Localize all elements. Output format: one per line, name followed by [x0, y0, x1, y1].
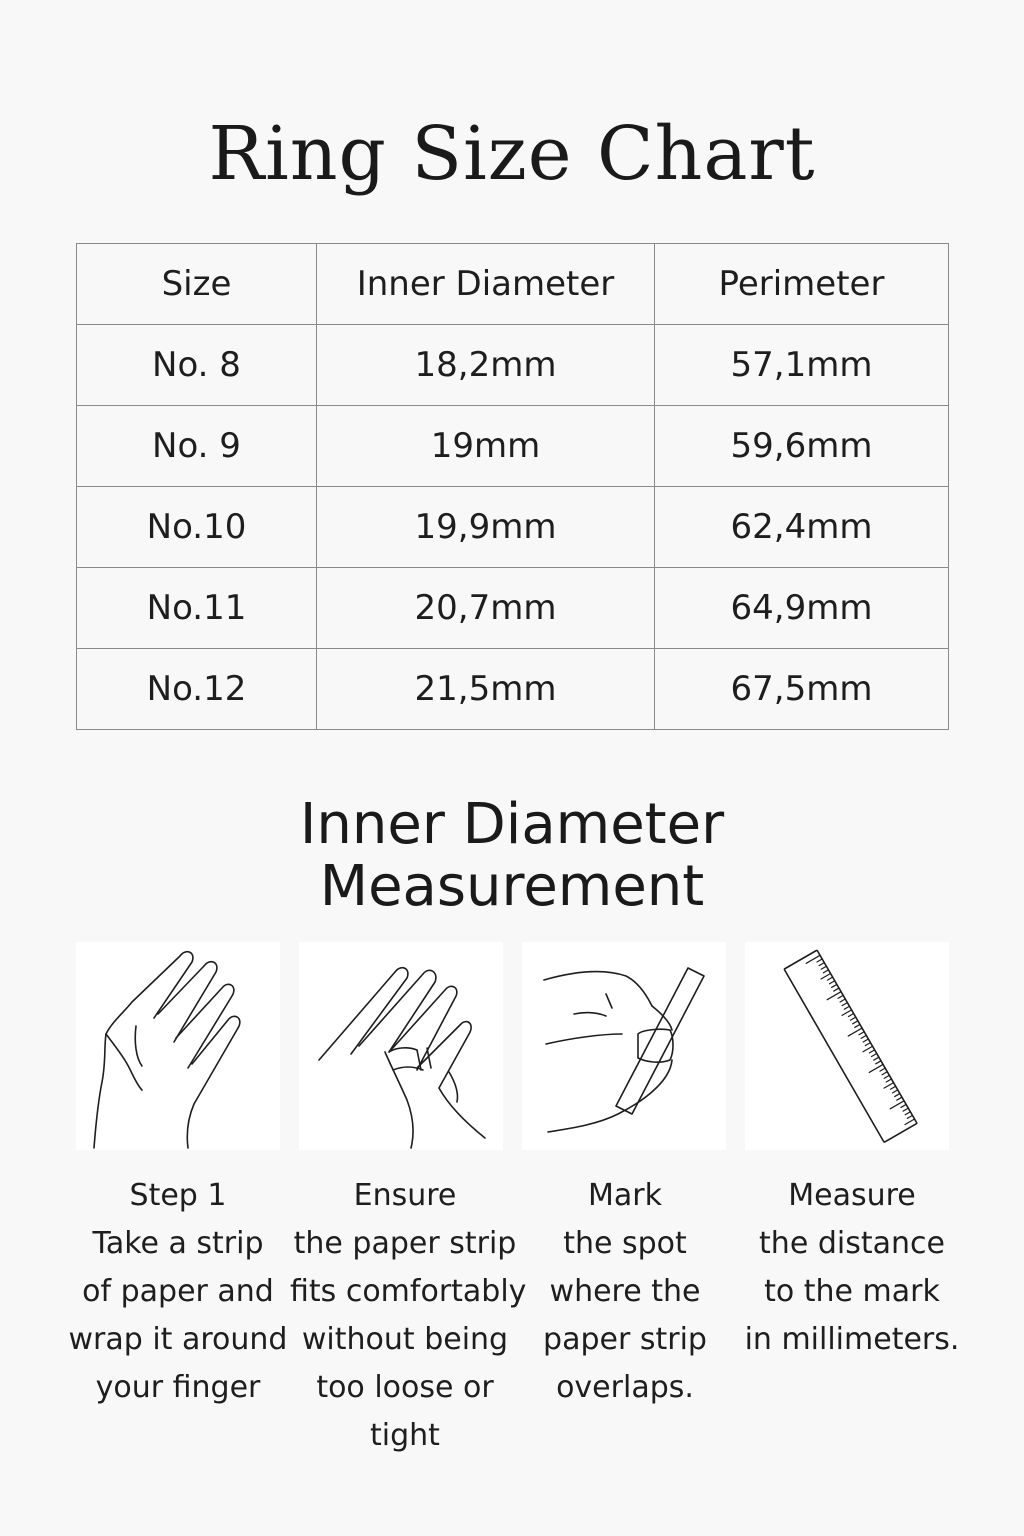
- step-text-line: wrap it around: [68, 1322, 288, 1357]
- step-text-line: without being: [301, 1322, 509, 1357]
- step-4-text: [736, 1172, 968, 1364]
- step-text-line: the spot: [563, 1226, 687, 1261]
- hand-with-paper-strip-icon: [299, 942, 503, 1150]
- step-text-line: paper strip: [543, 1322, 707, 1357]
- table-row: [77, 568, 949, 649]
- cell-perimeter: 57,1mm: [655, 325, 949, 406]
- header-inner-diameter: Inner Diameter: [317, 244, 655, 325]
- table-row: [77, 406, 949, 487]
- step-text-line: fits comfortably: [290, 1274, 527, 1309]
- step-3-text: [520, 1172, 730, 1412]
- step-text-line: Ensure: [353, 1178, 457, 1213]
- step-1-illustration: [76, 942, 280, 1150]
- cell-perimeter: 67,5mm: [655, 649, 949, 730]
- cell-perimeter: 62,4mm: [655, 487, 949, 568]
- table-header-row: [77, 244, 949, 325]
- cell-size: No.10: [77, 487, 317, 568]
- cell-size: No. 8: [77, 325, 317, 406]
- cell-inner-diameter: 20,7mm: [317, 568, 655, 649]
- step-text-line: to the mark: [764, 1274, 940, 1309]
- cell-inner-diameter: 19,9mm: [317, 487, 655, 568]
- step-text-line: of paper and: [82, 1274, 274, 1309]
- table-row: [77, 649, 949, 730]
- step-text-line: Take a strip: [92, 1226, 264, 1261]
- pinching-hand-marking-icon: [522, 942, 726, 1150]
- ring-size-table: [76, 243, 949, 730]
- step-text-line: the paper strip: [293, 1226, 517, 1261]
- header-perimeter: Perimeter: [655, 244, 949, 325]
- step-2-text: [290, 1172, 527, 1460]
- step-3-illustration: [522, 942, 726, 1150]
- step-1-text: [66, 1172, 290, 1412]
- step-text-line: Step 1: [129, 1178, 227, 1213]
- step-text-line: Mark: [588, 1178, 662, 1213]
- cell-size: No.11: [77, 568, 317, 649]
- cell-perimeter: 64,9mm: [655, 568, 949, 649]
- step-text-line: where the: [549, 1274, 701, 1309]
- table-row: [77, 325, 949, 406]
- step-text-line: Measure: [788, 1178, 916, 1213]
- step-text-line: in millimeters.: [744, 1322, 960, 1357]
- section-title-line: Measurement: [319, 854, 705, 919]
- step-text-line: your finger: [95, 1370, 261, 1405]
- table-row: [77, 487, 949, 568]
- section-title-line: Inner Diameter: [299, 792, 725, 857]
- cell-inner-diameter: 19mm: [317, 406, 655, 487]
- header-size: Size: [77, 244, 317, 325]
- step-text-line: tight: [370, 1418, 440, 1453]
- step-4-illustration: [745, 942, 949, 1150]
- cell-inner-diameter: 18,2mm: [317, 325, 655, 406]
- cell-size: No. 9: [77, 406, 317, 487]
- cell-inner-diameter: 21,5mm: [317, 649, 655, 730]
- step-text-line: too loose or: [316, 1370, 494, 1405]
- cell-size: No.12: [77, 649, 317, 730]
- cell-perimeter: 59,6mm: [655, 406, 949, 487]
- open-hand-icon: [76, 942, 280, 1150]
- page-title: Ring Size Chart: [208, 111, 816, 197]
- step-text-line: overlaps.: [556, 1370, 694, 1405]
- section-title: [0, 794, 1024, 918]
- step-2-illustration: [299, 942, 503, 1150]
- step-text-line: the distance: [759, 1226, 945, 1261]
- ruler-icon: [745, 942, 949, 1150]
